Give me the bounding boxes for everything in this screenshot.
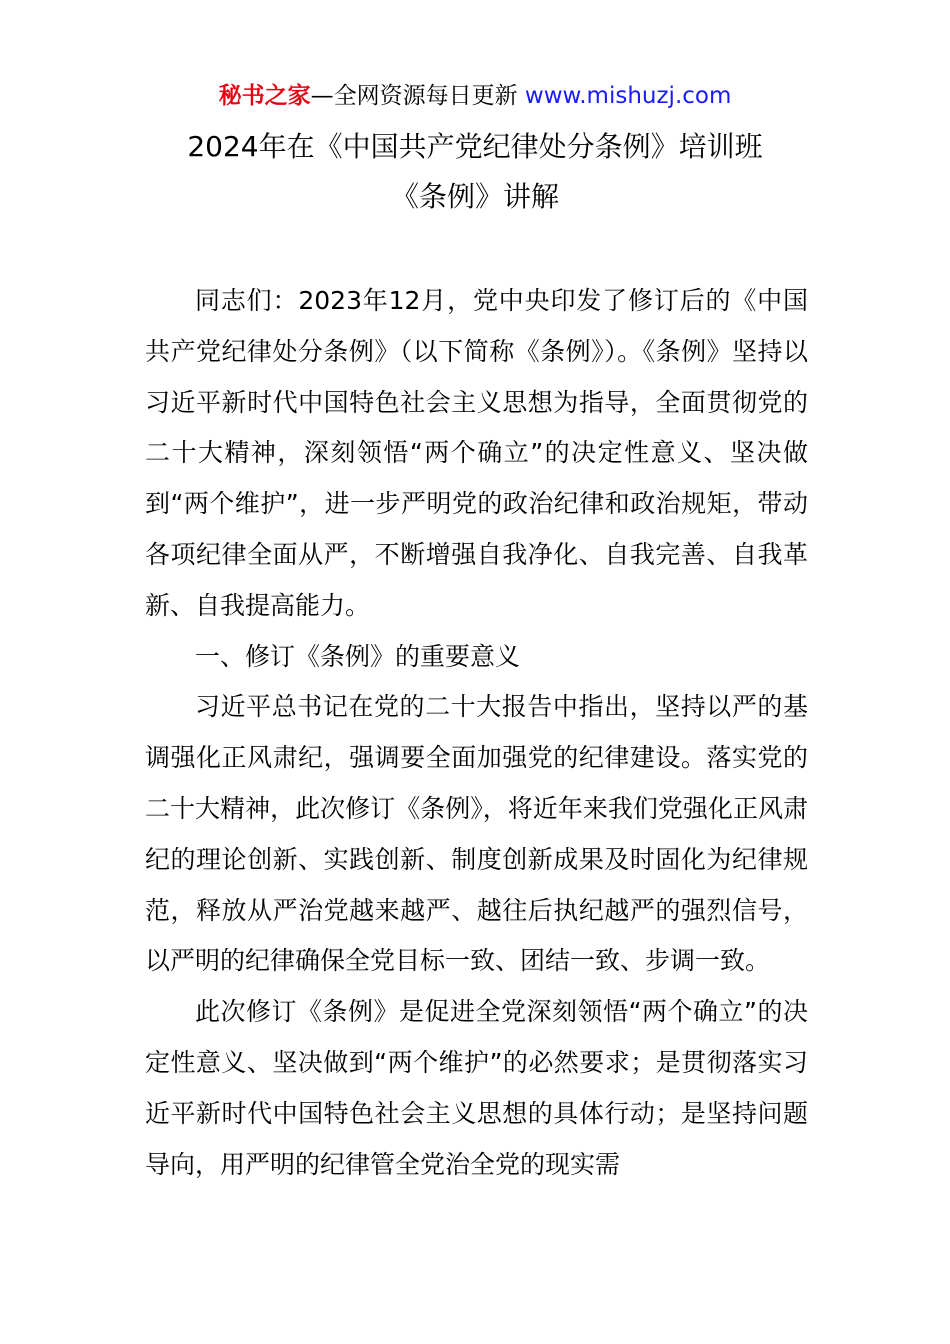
section-heading-1: 一、修订《条例》的重要意义 [195, 641, 521, 671]
header-tagline: —全网资源每日更新 [310, 83, 525, 109]
paragraph-revision-purpose: 此次修订《条例》是促进全党深刻领悟“两个确立”的决定性意义、坚决做到“两个维护”的必然要求；是贯彻落实习近平新时代中国特色社会主义思想的具体行动；是坚持问题导向，用严明的纪律管全党治全党的现实需 [145, 997, 808, 1179]
paragraph-intro: 同志们：2023年12月，党中央印发了修订后的《中国共产党纪律处分条例》（以下简称《条例》）。《条例》坚持以习近平新时代中国特色社会主义思想为指导，全面贯彻党的二十大精神，深刻领悟“两个确立”的决定性意义、坚决做到“两个维护”，进一步严明党的政治纪律和政治规矩，带动各项纪律全面从严，不断增强自我净化、自我完善、自我革新、自我提高能力。 [145, 286, 808, 620]
document-title-line-2: 《条例》讲解 [390, 180, 559, 213]
site-header [0, 80, 950, 112]
paragraph-significance: 习近平总书记在党的二十大报告中指出，坚持以严的基调强化正风肃纪，强调要全面加强党的纪律建设。落实党的二十大精神，此次修订《条例》，将近年来我们党强化正风肃纪的理论创新、实践创新、制度创新成果及时固化为纪律规范，释放从严治党越来越严、越往后执纪越严的强烈信号，以严明的纪律确保全党目标一致、团结一致、步调一致。 [145, 692, 808, 976]
site-link[interactable]: www.mishuzj.com [524, 83, 732, 109]
document-title-line-1: 2024年在《中国共产党纪律处分条例》培训班 [187, 130, 763, 163]
brand-name: 秘书之家 [218, 83, 311, 109]
document-body [145, 276, 808, 1190]
